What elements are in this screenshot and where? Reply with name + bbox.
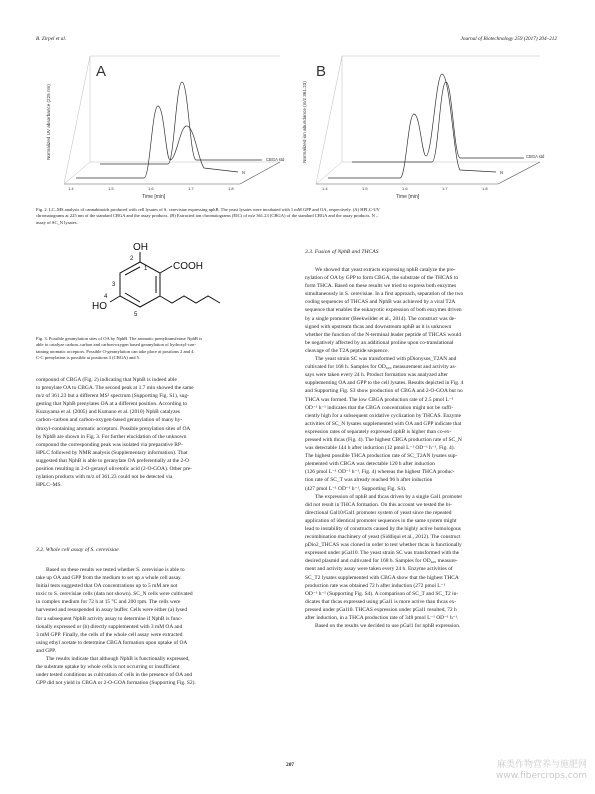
position-2: 2 (130, 256, 134, 262)
text-line: pressed under pGal10. THCAS expression under pGal1 resulted, 72 h (305, 606, 457, 613)
x-tick: 1.5 (108, 186, 114, 191)
paragraph (305, 266, 559, 355)
trace-a-n (76, 106, 238, 178)
panel-a-ylabel: Normalized UV absorbance (225 nm) (46, 84, 51, 160)
text-line: compound of CBGA (Fig. 2) indicating that NphB is indeed able (36, 377, 177, 383)
text-line: be negatively affected by an additional proline upon co-translational (305, 339, 454, 346)
paragraph (305, 355, 559, 493)
text-line: harvested and resuspended in assay buffer. Cells were either (a) lysed (36, 607, 188, 614)
text-line: carbon–carbon and carbon-oxygen-based geranylation of many hy- (36, 417, 183, 424)
trace-b-n (328, 74, 496, 178)
text-line: The results indicate that although NphB is functionally expressed, (46, 656, 190, 663)
text-line: form THCA. Based on these results we tried to express both enzymes (305, 283, 457, 290)
paragraph (305, 493, 559, 623)
running-header-authors: B. Zirpel et al. (36, 36, 67, 42)
text-line: compound the corresponding peak was isolated via preparative RP- (36, 441, 183, 448)
text-line: whether the function of the N-terminal leader peptide of THCAS would (305, 331, 462, 338)
text-line: position resulting in 2-O-geranyl olivetolic acid (2-O-GOA). Other pre- (36, 466, 192, 473)
text-line: by NphB are shown in Fig. 3. For further elucidation of the unknown (36, 433, 187, 440)
text-line: droxyl-containing aromatic acceptors. Possible prenylation sites of OA (36, 425, 191, 432)
x-tick: 1.6 (148, 186, 154, 191)
text-line: SC_T2 lysates supplemented with CBGA show that the highest THCA (305, 574, 459, 581)
text-line: pDio2_THCAS was cloned in order to test whether thcas is functionally (305, 542, 462, 549)
text-line: 3 mM GPP. Finally, the cells of the whole cell assay were extracted (36, 631, 183, 638)
text-line: signed with upstream thcas and downstream nphB as it is unknown (305, 323, 452, 330)
x-tick: 1.8 (482, 186, 488, 191)
ho-label: HO (92, 301, 107, 312)
caption-line: Fig. 2. LC–MS analysis of cannabinoids produced with cell lysates of S. cerevisiae expressing nphB. The yeast lysates were incubated with 1 mM GPP and OA, respectively. (A) HPLC-UV (36, 207, 380, 212)
left-column-text-2 (36, 566, 290, 687)
text-line: plemented with CBGA was detectable 120 h after induction (305, 461, 435, 468)
trace-label-b-cbga: CBGA std (526, 154, 545, 159)
paragraph (36, 376, 290, 489)
panel-a (46, 56, 285, 200)
trace-label-b-n: N (500, 170, 504, 175)
text-line: lead to instability of constructs caused by the highly active homologous (305, 526, 461, 532)
watermark-line: www.fibercrops.com (496, 771, 587, 781)
panel-a-letter: A (96, 63, 107, 80)
running-header-journal: Journal of Biotechnology 259 (2017) 204–212 (460, 36, 557, 42)
text-line: OD⁻¹ h⁻¹ indicates that the CBGA concentration might not be suffi- (305, 404, 454, 411)
x-tick: 1.7 (188, 186, 194, 191)
text-line: OD⁻¹ h⁻¹ (Supporting Fig. S4). A comparison of SC_T and SC_T2 in- (305, 590, 459, 597)
caption-line: chromatograms at 225 nm of the standard CBGA and the assay products. (B) Extracted ion chromatograms (EIC) of m/z 361.23 (CBGA) of the standard CBGA and the assay products. N – (36, 213, 379, 219)
paragraph (305, 622, 559, 630)
panel-b-letter: B (316, 63, 327, 80)
section-heading-3-2: 3.2. Whole cell assay of S. cerevisiae (36, 547, 119, 553)
text-line: Kuzuyama et al. (2005) and Kumano et al. (2010) NphB catalyzes (36, 409, 181, 416)
panel-b (302, 56, 545, 200)
text-line: in complex medium for 72 h at 15 °C and 200 rpm. The cells were (36, 599, 181, 606)
text-line: gesting that NphB prenylates OA at a different position. According to (36, 401, 188, 408)
position-1: 1 (144, 266, 148, 272)
text-line: dicates that thcas expressed using pGal1 is more active than thcas ex- (305, 598, 457, 605)
text-line: recombination machinery of yeast (Siddiqui et al., 2012). The construct (305, 534, 461, 541)
page-number: 207 (286, 762, 295, 768)
text-line: production rate was obtained 72 h after induction (272 pmol L⁻¹ (305, 582, 446, 589)
text-line: toxic to S. cerevisiae cells (data not shown). SC_N cells were cultivated (36, 591, 193, 598)
right-column-text (305, 266, 559, 630)
panel-b-ylabel: Normalized ion abundance (m/z 361.23) (302, 81, 307, 163)
position-5: 5 (134, 312, 138, 318)
text-line: desired plasmid and cultivated for 168 h. Samples for OD₆₀₀ measure- (305, 558, 458, 565)
text-line: and Supporting Fig. S3 show production of CBGA and 2-O-GOA but no (305, 388, 463, 395)
text-line: The yeast strain SC was transformed with pDionysos_T2AN and (315, 356, 457, 363)
text-line: cultivated for 168 h. Samples for OD₆₀₀ measurement and activity as- (305, 364, 457, 371)
caption-line: Fig. 3. Possible geranylation sites of OA by NphB. The aromatic prenyltransferase NphB is (36, 336, 203, 341)
position-4: 4 (104, 294, 108, 300)
text-line: after induction, in a THCA production rate of 348 pmol L⁻¹ OD⁻¹ h⁻¹. (305, 615, 459, 622)
x-tick: 1.4 (322, 186, 328, 191)
text-line: Based on the results we decided to use pGal1 for nphB expression. (315, 623, 461, 630)
text-line: application of identical promoter sequences in the same system might (305, 517, 457, 524)
text-line: The highest possible THCA production rate of SC_T2AN lysates sup- (305, 453, 458, 460)
text-line: The expression of nphB and thcas driven by a single Gal1 promoter (315, 493, 463, 500)
text-line: take up OA and GPP from the medium to set up a whole cell assay. (36, 575, 182, 582)
x-tick: 1.6 (402, 186, 408, 191)
figure-2-chromatograms (40, 52, 560, 200)
trace-b-cbga-std (352, 82, 524, 162)
text-line: was detectable 144 h after induction (12 pmol L⁻¹ OD⁻¹ h⁻¹, Fig. 4). (305, 445, 455, 452)
position-3: 3 (112, 282, 116, 288)
text-line: supplementing OA and GPP to the cell lysates. Results depicted in Fig. 4 (305, 380, 464, 387)
text-line: under tested conditions as cultivation of cells in the presence of OA and (36, 672, 193, 679)
paragraph (36, 566, 290, 655)
text-line: activities of SC_N lysates supplemented with OA and GPP indicate that (305, 420, 462, 427)
text-line: m/z of 361.23 but a different MS² spectrum (Supporting Fig. S1), sug- (36, 393, 189, 400)
trace-label-a-cbga: CBGA std (266, 157, 285, 162)
text-line: ciently high for a subsequent oxidative cyclization by THCAS. Enzyme (305, 412, 462, 419)
watermark-line: 麻类作物营养与施肥网 (496, 760, 587, 770)
text-line: tionally expressed or (b) directly supplemented with 3 mM OA and (36, 623, 183, 630)
text-line: pressed with thcas (Fig. 4). The highest CBGA production rate of SC_N (305, 436, 462, 443)
left-column-text (36, 376, 290, 489)
figure-2-caption (36, 207, 557, 226)
panel-a-xlabel: Time [min] (142, 194, 166, 200)
text-line: (126 pmol L⁻¹ OD⁻¹ h⁻¹, Fig. 4) whereas the highest THCA produc- (305, 469, 455, 476)
oh-label: OH (133, 242, 148, 253)
caption-line: assay of SC_N lysates. (36, 219, 78, 225)
caption-line: taining aromatic acceptors. Possible O-geranylation can take place at positions 2 and 4. (36, 348, 195, 354)
text-line: expression rates of separately expressed nphB is higher than co-ex- (305, 428, 452, 435)
text-line: nylation products with m/z of 361.23 could not be detected via (36, 474, 173, 481)
text-line: simultaneously in S. cerevisiae. In a first approach, separation of the two (305, 291, 464, 298)
text-line: nylation of OA by GPP to form CBGA, the substrate of the THCAS to (305, 275, 459, 282)
x-tick: 1.7 (442, 186, 448, 191)
x-tick: 1.8 (228, 186, 234, 191)
text-line: did not result in THCA formation. On this account we tested the bi- (305, 501, 452, 508)
caption-line: able to catalyze carbon–carbon and carbon-oxygen based geranylation of hydroxyl-con- (36, 342, 196, 348)
text-line: suggested that NphB is able to geranylate OA preferentially at the 2-O (36, 457, 189, 464)
text-line: HPLC–MS. (36, 482, 62, 489)
text-line: sequence that enables the eukaryotic expression of both enzymes driven (305, 307, 462, 314)
text-line: THCA was formed. The low CBGA production rate of 2.5 pmol L⁻¹ (305, 396, 454, 403)
text-line: says were taken every 24 h. Product formation was analyzed after (305, 372, 448, 379)
text-line: to prenylate OA to CBGA. The second peak at 1.7 min showed the same (36, 385, 194, 392)
text-line: GPP did not yield in CBGA or 2-O-GOA formation (Supporting Fig. S2). (36, 680, 196, 687)
figure-3-olivetolic-acid-structure (70, 240, 270, 330)
text-line: coding sequences of THCAS and NphB was achieved by a viral T2A (305, 299, 456, 306)
x-tick: 1.4 (68, 186, 74, 191)
text-line: Based on these results we tested whether S. cerevisiae is able to (46, 567, 185, 573)
cooh-label: COOH (173, 261, 203, 272)
text-line: by a single promoter (Beekwilder et al., 2014). The construct was de- (305, 315, 456, 322)
text-line: using ethyl acetate to determine CBGA formation upon uptake of OA (36, 639, 188, 646)
text-line: and GPP. (36, 647, 56, 654)
text-line: cleavage of the T2A peptide sequence. (305, 347, 389, 354)
paragraph (36, 655, 290, 687)
text-line: directional Gal10/Gal1 promoter system of yeast since the repeated (305, 509, 452, 516)
watermark (496, 760, 587, 782)
trace-label-a-n: N (242, 170, 246, 175)
text-line: for a subsequent NphB activity assay to determine if NphB is func- (36, 615, 183, 622)
caption-line: C-C prenylation is possible at positions 3 (CBGA) and 5. (36, 354, 141, 360)
x-tick: 1.5 (362, 186, 368, 191)
text-line: (427 pmol L⁻¹ OD⁻¹ h⁻¹, Supporting Fig. S4). (305, 485, 407, 492)
figure-3-caption (36, 336, 290, 361)
panel-b-xlabel: Time [min] (396, 194, 420, 200)
text-line: We showed that yeast extracts expressing nphB catalyze the pre- (315, 267, 456, 273)
section-heading-3-3: 3.3. Fusion of NphB and THCAS (305, 249, 379, 255)
text-line: the substrate uptake by whole cells is not occurring or insufficient (36, 664, 180, 671)
trace-a-cbga-std (100, 82, 262, 164)
text-line: HPLC followed by NMR analysis (Supplementary information). That (36, 449, 188, 456)
text-line: ment and activity assay were taken every 24 h. Enzyme activities of (305, 566, 453, 573)
text-line: tion rate of SC_T was already reached 96 h after induction (305, 477, 433, 484)
text-line: expressed under pGal10. The yeast strain SC was transformed with the (305, 550, 460, 557)
text-line: Initial tests suggested that OA concentrations up to 5 mM are not (36, 583, 178, 590)
